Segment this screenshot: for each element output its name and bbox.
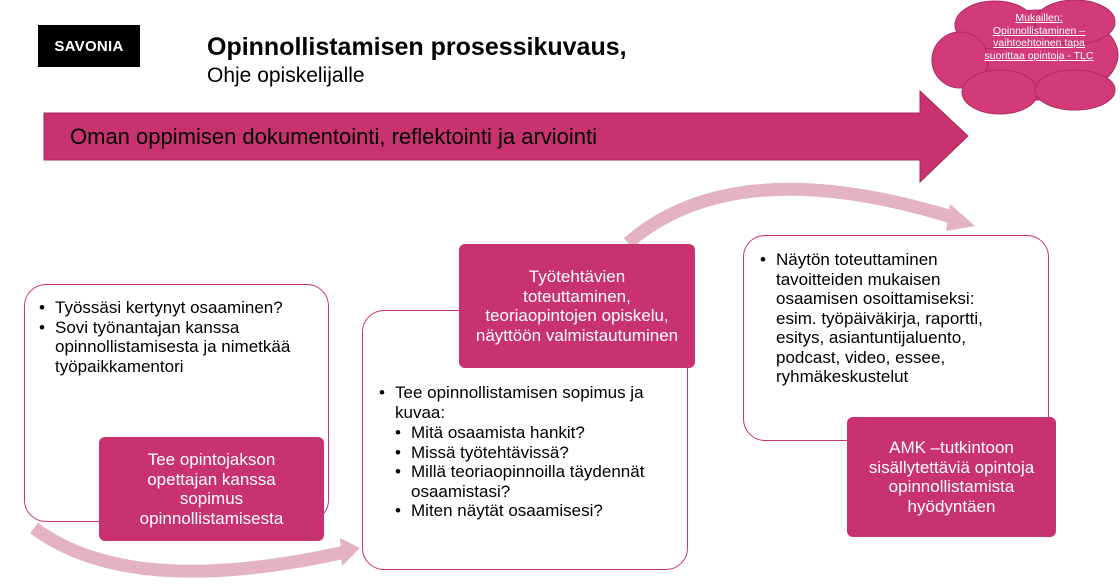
- page-title: Opinnollistamisen prosessikuvaus,: [207, 33, 627, 61]
- flow-arc-lower-arrowhead: [340, 538, 360, 566]
- savonia-logo: SAVONIA: [38, 25, 140, 67]
- page-subtitle: Ohje opiskelijalle: [207, 64, 365, 87]
- step1-highlight-box: Tee opintojakson opettajan kanssa sopimus opinnollistamisesta: [99, 437, 324, 541]
- banner-label: Oman oppimisen dokumentointi, reflektointi ja arviointi: [70, 124, 598, 149]
- cloud-note: [970, 12, 1108, 62]
- cloud-line: Mukaillen:: [1015, 12, 1063, 24]
- step2-bullets: [379, 383, 675, 521]
- step1-bullets: [39, 298, 319, 376]
- list-item: • Työssäsi kertynyt osaaminen?: [39, 298, 319, 318]
- step2-highlight-box: Työtehtävien toteuttaminen, teoriaopintojen opiskelu, näyttöön valmistautuminen: [459, 244, 695, 368]
- step-card-3: [743, 235, 1049, 441]
- list-item: • Millä teoriaopinnoilla täydennät osaamistasi?: [395, 462, 675, 501]
- flow-arc-upper-arrowhead: [946, 204, 975, 231]
- list-item: • Tee opinnollistamisen sopimus ja kuvaa: • Mitä osaamista hankit? • Missä työtehtävissä? • Millä teoriaopinnoilla täydennät osaamistasi? • Miten näytät osaamisesi?: [379, 383, 675, 521]
- cloud-line: vaihtoehtoinen tapa: [993, 37, 1085, 49]
- list-item: • Näytön toteuttaminen tavoitteiden mukaisen osaamisen osoittamiseksi: esim. työpäiväkirja, raportti, esitys, asiantuntijaluento, podcast, video, essee, ryhmäkeskustelut: [760, 250, 1010, 387]
- step2-subbullets: [395, 423, 675, 521]
- cloud-line: Opinnollistaminen –: [992, 24, 1086, 37]
- list-item: • Missä työtehtävissä?: [395, 443, 675, 463]
- step3-highlight-box: AMK –tutkintoon sisällytettäviä opintoja opinnollistamista hyödyntäen: [847, 417, 1056, 537]
- list-item: • Miten näytät osaamisesi?: [395, 501, 675, 521]
- list-item: • Mitä osaamista hankit?: [395, 423, 675, 443]
- list-item: • Sovi työnantajan kanssa opinnollistamisesta ja nimetkää työpaikkamentori: [39, 318, 319, 377]
- step3-bullets: [760, 250, 1010, 387]
- cloud-line: suorittaa opintoja - TLC: [984, 49, 1094, 62]
